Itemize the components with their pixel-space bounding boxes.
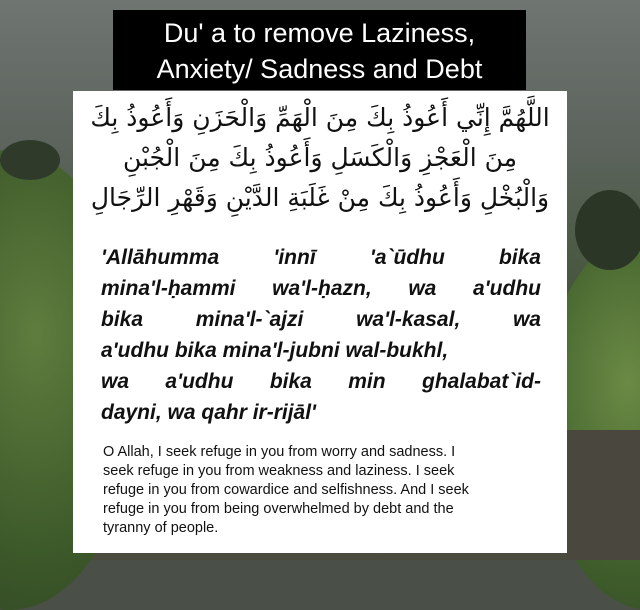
title-line-2: Anxiety/ Sadness and Debt xyxy=(156,54,483,84)
translit-word: wa xyxy=(512,308,541,331)
transliteration-line-2 xyxy=(101,277,541,301)
transliteration-line-4 xyxy=(101,339,541,363)
translit-word: wa'l-kasal, xyxy=(356,308,461,331)
translit-word: bika xyxy=(101,308,144,331)
translit-word: a'udhu bika mina'l-jubni wal-bukhl, xyxy=(101,339,449,362)
title-banner xyxy=(113,10,526,90)
tree-right xyxy=(575,190,640,270)
translit-word: a'udhu xyxy=(165,370,234,393)
translation-line-5: tyranny of people. xyxy=(103,520,219,536)
transliteration-line-3 xyxy=(101,308,541,332)
tree-left xyxy=(0,140,60,180)
arabic-line-1: اللَّهُمَّ إِنِّي أَعُوذُ بِكَ مِنَ الْهَمِّ وَالْحَزَنِ وَأَعُوذُ بِكَ xyxy=(90,103,550,132)
transliteration-line-6 xyxy=(101,401,541,425)
arabic-line-2: مِنَ الْعَجْزِ وَالْكَسَلِ وَأَعُوذُ بِكَ مِنَ الْجُبْنِ xyxy=(122,143,518,172)
translation-line-1: O Allah, I seek refuge in you from worry and sadness. I xyxy=(103,444,456,460)
translit-word: 'innī xyxy=(273,246,316,269)
translation-line-3: refuge in you from cowardice and selfishness. And I seek xyxy=(103,482,469,498)
translit-word: mina'l-`ajzi xyxy=(195,308,304,331)
translit-word: dayni, wa qahr ir-rijāl' xyxy=(101,401,317,424)
translit-word: mina'l-ḥammi xyxy=(101,277,236,300)
translation-line-4: refuge in you from being overwhelmed by debt and the xyxy=(103,501,454,517)
dua-card xyxy=(73,91,567,553)
translit-word: wa'l-ḥazn, xyxy=(272,277,372,300)
ground-right xyxy=(567,430,640,560)
translit-word: bika xyxy=(498,246,541,269)
arabic-line-3: وَالْبُخْلِ وَأَعُوذُ بِكَ مِنْ غَلَبَةِ الدَّيْنِ وَقَهْرِ الرِّجَالِ xyxy=(90,183,550,212)
translit-word: ghalabat`id- xyxy=(422,370,541,393)
translit-word: 'Allāhumma xyxy=(101,246,220,269)
transliteration-line-5 xyxy=(101,370,541,394)
translit-word: 'a`ūdhu xyxy=(369,246,445,269)
translit-word: wa xyxy=(408,277,437,300)
title-line-1: Du' a to remove Laziness, xyxy=(163,18,476,48)
translit-word: min xyxy=(348,370,386,393)
transliteration-line-1 xyxy=(101,246,541,270)
translit-word: wa xyxy=(101,370,130,393)
translation-line-2: seek refuge in you from weakness and laziness. I seek xyxy=(103,463,455,479)
translit-word: bika xyxy=(269,370,312,393)
translit-word: a'udhu xyxy=(472,277,541,300)
